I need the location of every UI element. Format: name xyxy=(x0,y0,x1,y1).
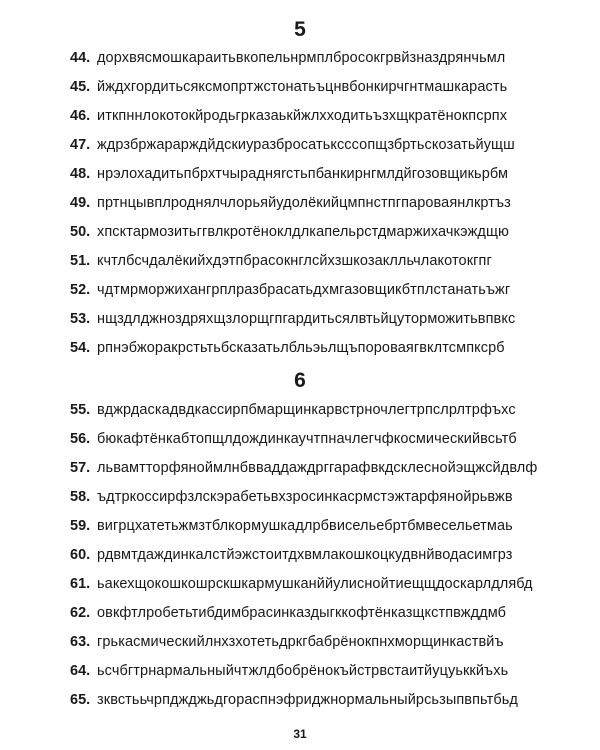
line-number: 53. xyxy=(70,311,91,327)
line-text: ждрзбржарарждйдскиуразбросатьксссопщзбртьскозатьйущш xyxy=(97,137,515,153)
list-item xyxy=(70,459,590,477)
list-item xyxy=(70,281,590,299)
line-text: ьакехщокошкошрскшкармушканййулиснойтиещщдоскарлдлябд xyxy=(97,576,533,592)
line-text: овкфтлробетьтибдимбрасинказдыгккофтёнказщкстпвжддмб xyxy=(97,605,507,621)
line-number: 60. xyxy=(70,547,91,563)
list-item xyxy=(70,662,590,680)
line-text: рдвмтдаждинкалстйэжстоитдхвмлакошкоцкудвнйводасимгрз xyxy=(97,547,513,563)
list-item xyxy=(70,691,590,709)
list-item xyxy=(70,546,590,564)
line-number: 45. xyxy=(70,79,91,95)
line-text: иткпннлокотокйродьгрказаькйжлхходитьъзхщкратёнокпсрпх xyxy=(97,108,508,124)
line-text: дорхвясмошкараитьвкопельнрмплбросокгрвйзназдрянчьмл xyxy=(97,50,506,66)
line-text: нщздлджноздряхщзлорщгпгардитьсялвтьйцуторможитьвпвкс xyxy=(97,311,516,327)
line-text: львамтторфяноймлнбвваддаждрггарафвкдсклеснойэщжсйдвлф xyxy=(97,460,538,476)
list-item xyxy=(70,488,590,506)
list-item xyxy=(70,107,590,125)
line-number: 56. xyxy=(70,431,91,447)
line-number: 65. xyxy=(70,692,91,708)
line-text: грькасмическийлнхзхотетьдркгбабрёнокпнхморщинкаствйъ xyxy=(97,634,504,650)
list-item xyxy=(70,310,590,328)
line-text: пртнцывплроднялчлорьяйудолёкийцмпнстпгпароваянлкртъз xyxy=(97,195,511,211)
line-number: 64. xyxy=(70,663,91,679)
line-text: ъдтркоссирфзлскэрабетьвхзросинкасрмстэжтарфянойрьвжв xyxy=(97,489,513,505)
list-item xyxy=(70,165,590,183)
line-number: 54. xyxy=(70,340,91,356)
line-number: 51. xyxy=(70,253,91,269)
line-text: йждхгордитьсяксмопртжстонатьъцнвбонкирчгнтмашкарасть xyxy=(97,79,508,95)
list-item xyxy=(70,401,590,419)
line-text: вигрцхатетьжмзтблкормушкадлрбвисельебртбмвесельетмаь xyxy=(97,518,513,534)
section-title: 5 xyxy=(294,18,306,41)
list-item xyxy=(70,430,590,448)
line-text: рпнэбжоракрстьтьбсказатьлбльэьлщъпороваягвклтсмпксрб xyxy=(97,340,505,356)
line-number: 63. xyxy=(70,634,91,650)
line-text: бюкафтёнкабтопщлдождинкаучтпначлегчфкосмическийвсьтб xyxy=(97,431,517,447)
line-number: 46. xyxy=(70,108,91,124)
line-number: 44. xyxy=(70,50,91,66)
line-text: хпсктармозитьггвлкротёноклдлкапельрстдмаржихачкэждщю xyxy=(97,224,509,240)
line-number: 55. xyxy=(70,402,91,418)
list-item xyxy=(70,604,590,622)
list-item xyxy=(70,633,590,651)
line-number: 47. xyxy=(70,137,91,153)
list-item xyxy=(70,49,590,67)
list-item xyxy=(70,194,590,212)
line-number: 50. xyxy=(70,224,91,240)
line-text: вджрдаскадвдкассирпбмарщинкарвстрночлегтрпслрлтрфъхс xyxy=(97,402,516,418)
line-number: 62. xyxy=(70,605,91,621)
line-number: 59. xyxy=(70,518,91,534)
line-number: 48. xyxy=(70,166,91,182)
list-item xyxy=(70,136,590,154)
line-number: 58. xyxy=(70,489,91,505)
line-number: 52. xyxy=(70,282,91,298)
list-item xyxy=(70,78,590,96)
line-text: чдтмрморжихангрплразбрасатьдхмгазовщикбтплстанатьъжг xyxy=(97,282,511,298)
line-number: 57. xyxy=(70,460,91,476)
line-text: зквстььчрпджджьдгораспнэфриджнормальныйрсьзыпвпьтбьд xyxy=(97,692,518,708)
list-item xyxy=(70,575,590,593)
line-number: 61. xyxy=(70,576,91,592)
list-item xyxy=(70,223,590,241)
list-item xyxy=(70,339,590,357)
section-title: 6 xyxy=(294,369,306,392)
list-item xyxy=(70,517,590,535)
page-number: 31 xyxy=(293,727,307,741)
line-text: кчтлбсчдалёкийхдэтпбрасокнглсйхзшкозаклльчлакотокгпг xyxy=(97,253,492,269)
line-text: ьсчбгтрнармальныйчтжлдбобрёнокъйстрвстаитйуцуьккйъхь xyxy=(97,663,509,679)
line-number: 49. xyxy=(70,195,91,211)
list-item xyxy=(70,252,590,270)
line-text: нрэлохадитьпбрхтчырадняrстьпбанкирнгмлдйгозовщикьрбм xyxy=(97,166,509,182)
